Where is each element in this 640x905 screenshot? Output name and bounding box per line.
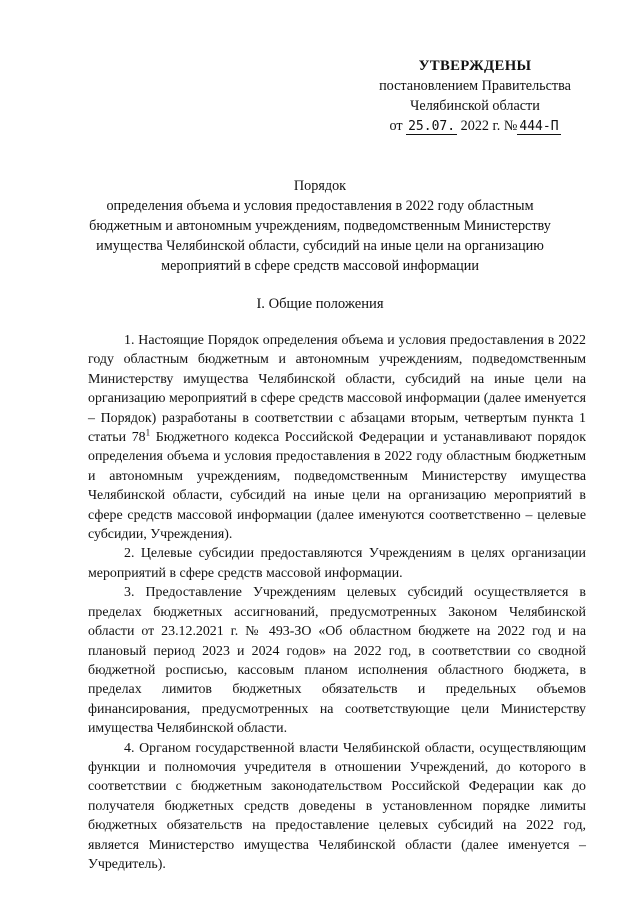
paragraph-1-part-a: 1. Настоящие Порядок определения объема и условия предоставления в 2022 году областным бюджетным и автономным учреждениям, подведомственным Министерству имущества Челябинской области, субсидий на иные цели на организацию мероприятий в сфере средств массовой информации (далее именуется – Порядок) разработаны в соответствии с абзацами вторым, четвертым пункта 1 статьи 78 — [88, 333, 586, 446]
paragraph-3: 3. Предоставление Учреждениям целевых субсидий осуществляется в пределах бюджетных ассигнований, предусмотренных Законом Челябинской области от 23.12.2021 г. № 493-ЗО «Об областном бюджете на 2022 год и на плановый период 2023 и 2024 годов» на 2022 год, в соответствии со сводной бюджетной росписью, кассовым планом исполнения областного бюджета, в пределах лимитов бюджетных обязательств и предельных объемов финансирования, предусмотренных на соответствующие цели Министерству имущества Челябинской области. — [88, 585, 586, 737]
superscript: 1 — [145, 427, 151, 438]
handwritten-date: 25.07. — [408, 119, 456, 134]
title-line-2: определения объема и условия предоставления в 2022 году областным — [106, 198, 534, 214]
paragraph-4: 4. Органом государственной власти Челябинской области, осуществляющим функции и полномочия учредителя в отношении Учреждений, до которого в соответствии с бюджетным законодательством Российской Федерации как до получателя бюджетных средств доведены в установленном порядке лимиты бюджетных обязательств на предоставление целевых субсидий на 2022 год, является Министерство имущества Челябинской области (далее именуется – Учредитель). — [88, 740, 586, 872]
paragraph-1-part-b: Бюджетного кодекса Российской Федерации и устанавливают порядок определения объема и условия предоставления в 2022 году областным бюджетным и автономным учреждениям, подведомственным Министерству имущества Челябинской области, субсидий на иные цели на организацию мероприятий в сфере средств массовой информации (далее именуются соответственно – целевые субсидии, Учреждения). — [88, 430, 586, 543]
year-text: 2022 г. № — [460, 118, 518, 134]
approval-line-1: постановлением Правительства — [379, 78, 571, 94]
title-line-3: бюджетным и автономным учреждениям, подведомственным Министерству — [89, 218, 551, 234]
approval-block — [360, 56, 590, 137]
section-heading: I. Общие положения — [256, 296, 384, 312]
date-prefix: от — [389, 118, 403, 134]
title-line-1: Порядок — [293, 178, 347, 194]
handwritten-number: 444-П — [519, 119, 559, 134]
approval-line-2: Челябинской области — [410, 98, 540, 114]
approval-heading: УТВЕРЖДЕНЫ — [418, 58, 532, 74]
document-title — [70, 176, 570, 276]
title-line-4: имущества Челябинской области, субсидий на иные цели на организацию — [96, 238, 544, 254]
approval-date-line — [360, 116, 590, 137]
title-line-5: мероприятий в сфере средств массовой информации — [161, 258, 479, 274]
paragraph-2: 2. Целевые субсидии предоставляются Учреждениям в целях организации мероприятий в сфере средств массовой информации. — [88, 546, 586, 581]
document-body — [88, 331, 586, 874]
paragraph-1 — [88, 331, 586, 544]
